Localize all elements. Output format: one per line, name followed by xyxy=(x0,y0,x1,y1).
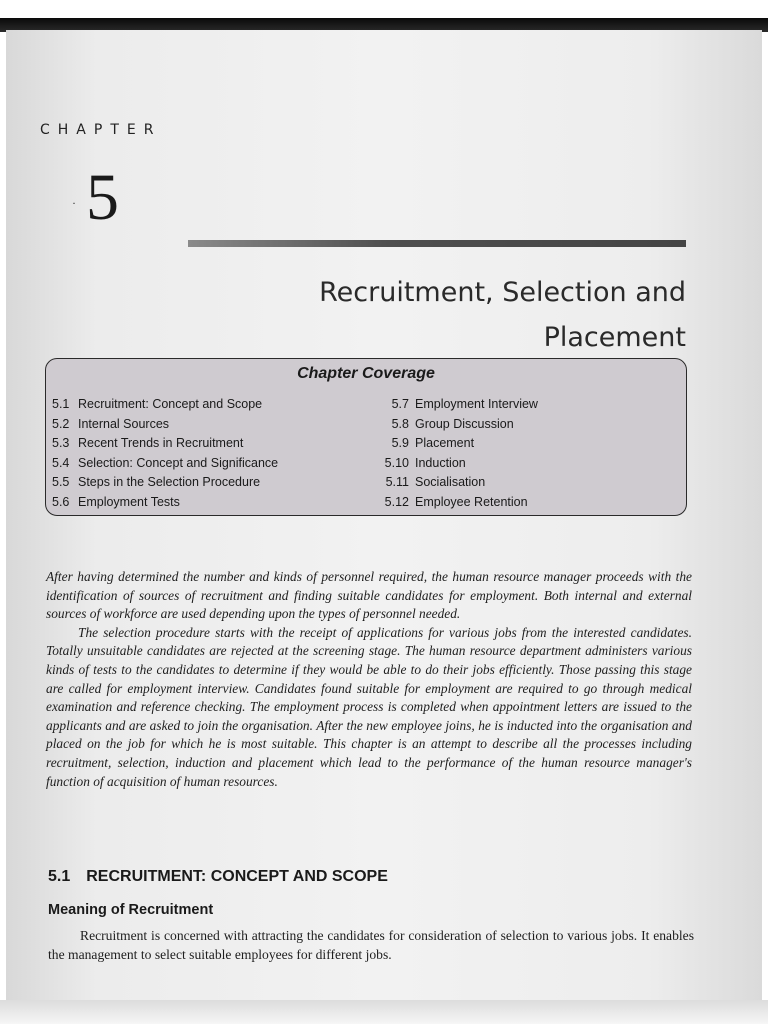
coverage-item: 5.12 Employee Retention xyxy=(384,494,528,509)
coverage-list-left xyxy=(52,395,278,513)
chapter-introduction xyxy=(46,568,692,791)
coverage-item: 5.9 Placement xyxy=(391,436,475,451)
coverage-list-right xyxy=(373,395,538,513)
chapter-coverage-box xyxy=(45,358,687,516)
coverage-item: 5.11 Socialisation xyxy=(385,475,486,490)
chapter-title: Recruitment, Selection and Placement xyxy=(319,277,686,354)
intro-paragraph: After having determined the number and kinds of personnel required, the human resource manager proceeds with the identification of sources of recruitment and finding suitable candidates for employment. Both internal and external sources of workforce are used depending upon the types of personnel needed. xyxy=(46,569,692,622)
coverage-item: 5.8 Group Discussion xyxy=(391,416,514,431)
chapter-number: 5 xyxy=(86,161,119,234)
coverage-item: 5.7 Employment Interview xyxy=(391,397,538,411)
coverage-item: 5.1 Recruitment: Concept and Scope xyxy=(52,397,263,411)
photo-bottom-margin xyxy=(0,1000,768,1024)
intro-paragraph: The selection procedure starts with the receipt of applications for various jobs from the interested candidates. Totally unsuitable candidates are rejected at the screening stage. The human resource department administers various kinds of tests to the candidates to determine if they would be able to do their jobs efficiently. Those passing this stage are called for employment interview. Candidates found suitable for employment are required to go through medical examination and reference checking. The employment process is completed when appointment letters are issued to the applicants and are asked to join the organisation. After the new employee joins, he is inducted into the organisation and placed on the job for which he is most suitable. This chapter is an attempt to describe all the processes including recruitment, selection, induction and placement which lead to the performance of the human resource manager's function of acquisition of human resources. xyxy=(46,624,692,789)
coverage-item: 5.10 Induction xyxy=(384,455,466,470)
coverage-item: 5.3 Recent Trends in Recruitment xyxy=(52,436,244,451)
coverage-item: 5.6 Employment Tests xyxy=(52,494,180,509)
chapter-label: CHAPTER xyxy=(40,122,162,138)
coverage-heading: Chapter Coverage xyxy=(297,365,435,382)
section-title: RECRUITMENT: CONCEPT AND SCOPE xyxy=(86,868,388,885)
section-number: 5.1 xyxy=(48,868,71,885)
subsection-heading: Meaning of Recruitment xyxy=(48,902,214,918)
section-heading xyxy=(48,868,388,886)
title-rule xyxy=(188,240,686,247)
chapter-dot: · xyxy=(72,196,76,210)
section-paragraph: Recruitment is concerned with attracting the candidates for consideration of selection to various jobs. It enables the management to select suitable employees for different jobs. xyxy=(48,928,694,962)
coverage-item: 5.4 Selection: Concept and Significance xyxy=(52,455,279,470)
coverage-item: 5.2 Internal Sources xyxy=(52,416,170,431)
coverage-item: 5.5 Steps in the Selection Procedure xyxy=(52,475,261,490)
